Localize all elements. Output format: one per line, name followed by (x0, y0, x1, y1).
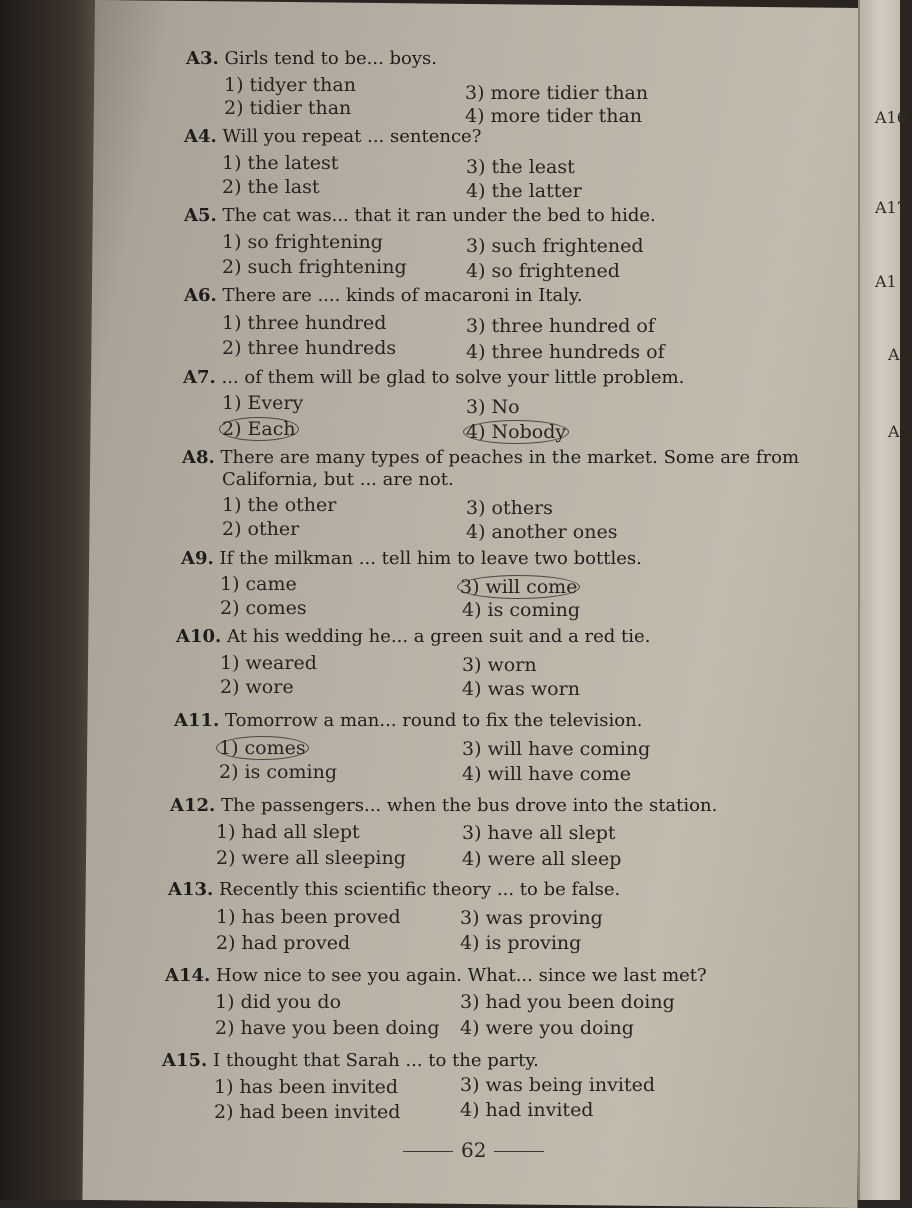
option: 3) more tidier than (465, 82, 649, 104)
option: 4) so frightened (466, 260, 620, 282)
option: 2) other (222, 518, 300, 540)
question-A5: A5. The cat was... that it ran under the bed to hide. (184, 205, 656, 226)
question-A14: A14. How nice to see you again. What... since we last met? (165, 965, 707, 986)
option: 3) have all slept (462, 822, 616, 844)
option: 4) is proving (460, 932, 582, 954)
question-A10: A10. At his wedding he... a green suit and a red tie. (176, 626, 651, 647)
question-A3: A3. Girls tend to be... boys. (186, 48, 438, 69)
option: 3) worn (462, 654, 537, 676)
question-A12: A12. The passengers... when the bus drove into the station. (170, 795, 718, 816)
option-circled: 4) Nobody (466, 420, 569, 444)
option: 4) was worn (462, 678, 580, 700)
option: 1) so frightening (222, 231, 383, 253)
option-circled: 2) Each (222, 417, 299, 441)
option: 4) is coming (462, 599, 580, 621)
side-label: A (888, 422, 900, 441)
option: 1) tidyer than (224, 74, 356, 96)
option: 4) were you doing (460, 1017, 634, 1039)
page-number: 62 (395, 1138, 552, 1162)
question-A6: A6. There are .... kinds of macaroni in Italy. (184, 285, 583, 306)
option: 4) were all sleep (462, 848, 622, 870)
option: 1) has been invited (214, 1076, 398, 1098)
option: 4) the latter (466, 180, 582, 202)
option: 4) will have come (462, 763, 631, 785)
option: 1) three hundred (222, 312, 387, 334)
option: 3) others (466, 497, 553, 519)
option: 1) the latest (222, 152, 339, 174)
option: 3) will have coming (462, 738, 651, 760)
option: 2) such frightening (222, 256, 407, 278)
side-label: A (888, 345, 900, 364)
option: 3) the least (466, 156, 575, 178)
option-circled: 3) will come (460, 575, 580, 599)
option: 1) has been proved (216, 906, 401, 928)
option: 2) tidier than (224, 97, 352, 119)
option: 2) wore (220, 676, 294, 698)
option: 4) another ones (466, 521, 618, 543)
option: 4) more tider than (465, 105, 643, 127)
question-A8: A8. There are many types of peaches in the market. Some are from (182, 447, 800, 468)
option: 2) three hundreds (222, 337, 397, 359)
option: 3) No (466, 396, 520, 418)
option: 3) had you been doing (460, 991, 675, 1013)
option: 3) such frightened (466, 235, 644, 257)
question-A4: A4. Will you repeat ... sentence? (184, 126, 482, 147)
question-A15: A15. I thought that Sarah ... to the party. (162, 1050, 539, 1071)
option: 2) comes (220, 597, 307, 619)
option: 4) three hundreds of (466, 341, 665, 363)
option: 2) have you been doing (215, 1017, 440, 1039)
option: 1) the other (222, 494, 337, 516)
option: 2) were all sleeping (216, 847, 406, 869)
side-label: A1 (875, 272, 897, 291)
option: 2) the last (222, 176, 320, 198)
option: 2) is coming (219, 761, 337, 783)
option: 3) was proving (460, 907, 603, 929)
option-circled: 1) comes (219, 736, 309, 760)
option: 2) had been invited (214, 1101, 401, 1123)
option: 1) Every (222, 392, 304, 414)
option: 1) had all slept (216, 821, 360, 843)
question-A8-line2: California, but ... are not. (222, 469, 454, 490)
option: 4) had invited (460, 1099, 594, 1121)
question-A11: A11. Tomorrow a man... round to fix the television. (174, 710, 643, 731)
option: 1) did you do (215, 991, 342, 1013)
side-label: A17 (875, 198, 907, 217)
option: 3) was being invited (460, 1074, 656, 1096)
side-label: A16. (875, 108, 912, 127)
question-A13: A13. Recently this scientific theory ... to be false. (168, 879, 621, 900)
option: 2) had proved (216, 932, 351, 954)
question-A7: A7. ... of them will be glad to solve your little problem. (183, 367, 685, 388)
option: 1) weared (220, 652, 317, 674)
option: 1) came (220, 573, 297, 595)
question-A9: A9. If the milkman ... tell him to leave two bottles. (181, 548, 642, 569)
option: 3) three hundred of (466, 315, 655, 337)
